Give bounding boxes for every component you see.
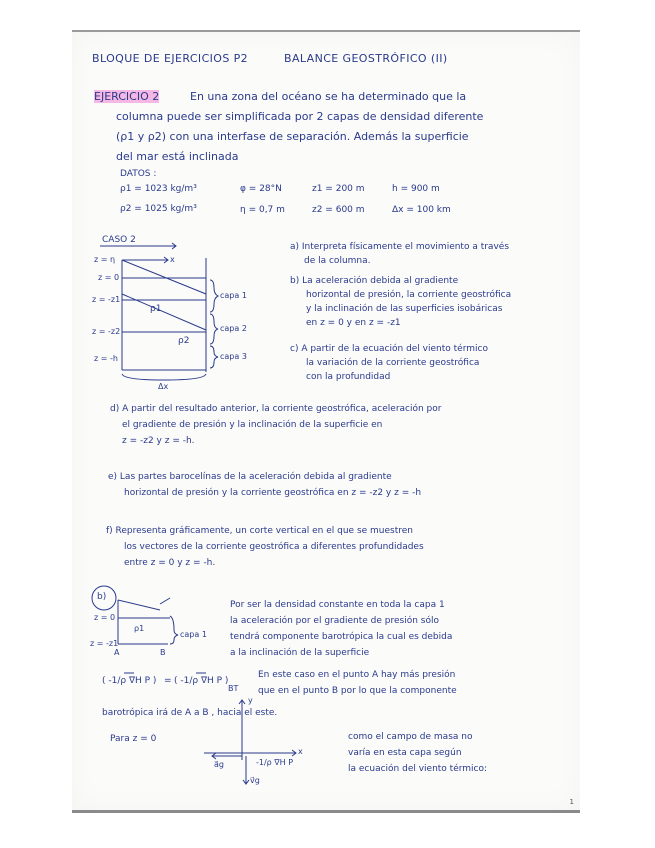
answer-b-continuation: barotrópica irá de A a B , hacia el este. [102,708,278,718]
caso-label: CASO 2 [102,235,136,245]
sketch-point-b: B [160,648,166,657]
level-z2: z = -z2 [92,327,121,336]
statement-line-2: columna puede ser simplificada por 2 capas de densidad diferente [116,110,484,123]
level-z1: z = -z1 [92,295,121,304]
equation-rhs: ( -1/ρ ∇H P ) [174,676,229,686]
level-h: z = -h [94,354,118,363]
statement-line-1: En una zona del océano se ha determinado que la [190,90,467,103]
statement-line-3: (ρ1 y ρ2) con una interfase de separación. Además la superficie [116,130,469,143]
data-z2: z2 = 600 m [312,205,365,215]
data-dx: Δx = 100 km [392,205,451,215]
page-number: 1 [569,798,574,806]
sketch-point-a: A [114,648,120,657]
question-d-2: el gradiente de presión y la inclinación de la superficie en [122,420,383,430]
vg-vector-label: v⃗g [250,776,260,785]
x-axis-label: x [170,255,175,264]
equation-equals: = [164,676,172,686]
note-line-2: varía en esta capa según [348,748,462,758]
notebook-page [72,30,580,813]
axis-y-label: y [248,696,253,705]
question-d-1: d) A partir del resultado anterior, la corriente geostrófica, aceleración por [110,404,442,414]
question-f-3: entre z = 0 y z = -h. [124,558,216,568]
answer-b-text-1: Por ser la densidad constante en toda la capa 1 [230,600,445,610]
sketch-capa: capa 1 [180,630,207,639]
question-f-2: los vectores de la corriente geostrófica a diferentes profundidades [124,542,424,552]
exercise-title: EJERCICIO 2 [94,90,160,103]
layer-rho2: ρ2 [178,336,190,346]
question-d-3: z = -z2 y z = -h. [122,436,195,446]
question-e-1: e) Las partes barocelínas de la aceleración debida al gradiente [108,472,392,482]
answer-b-text-4: a la inclinación de la superficie [230,648,370,658]
axis-x-label: x [298,747,303,756]
note-line-3: la ecuación del viento térmico: [348,764,488,774]
question-c-1: c) A partir de la ecuación del viento térmico [290,344,488,354]
data-h: h = 900 m [392,184,440,194]
data-label: DATOS : [120,169,157,179]
capa-1: capa 1 [220,291,247,300]
note-line-1: como el campo de masa no [348,732,473,742]
answer-b-eq-text-1: En este caso en el punto A hay más presión [258,670,456,680]
question-a-1: a) Interpreta físicamente el movimiento a través [290,242,510,252]
question-c-3: con la profundidad [306,372,391,382]
capa-3: capa 3 [220,352,247,361]
layer-rho1: ρ1 [150,304,162,314]
data-phi: φ = 28°N [240,184,282,194]
answer-b-text-2: la aceleración por el gradiente de presión sólo [230,616,439,626]
question-a-2: de la columna. [304,256,371,266]
data-eta: η = 0,7 m [240,205,285,215]
question-c-2: la variación de la corriente geostrófica [306,358,480,368]
answer-b-circle: b) [97,592,107,602]
data-rho2: ρ2 = 1025 kg/m³ [120,204,197,214]
answer-b-eq-text-2: que en el punto B por lo que la componente [258,686,457,696]
question-f-1: f) Representa gráficamente, un corte vertical en el que se muestren [106,526,414,536]
data-z1: z1 = 200 m [312,184,365,194]
sketch-level-z1: z = -z1 [90,639,119,648]
question-b-1: b) La aceleración debida al gradiente [290,276,459,286]
statement-line-4: del mar está inclinada [116,150,239,163]
question-e-2: horizontal de presión y la corriente geostrófica en z = -z2 y z = -h [124,488,422,498]
dx-label: Δx [158,382,169,391]
sketch-rho1: ρ1 [134,624,145,633]
question-b-3: y la inclinación de las superficies isobáricas [306,304,503,314]
ag-vector-label: a⃗g [214,760,224,769]
para-z0-label: Para z = 0 [110,734,157,744]
question-b-4: en z = 0 y en z = -z1 [306,318,401,328]
question-b-2: horizontal de presión, la corriente geostrófica [306,290,512,300]
level-zero: z = 0 [98,273,120,282]
answer-b-text-3: tendrá componente barotrópica la cual es debida [230,632,453,642]
header-left: BLOQUE DE EJERCICIOS P2 [92,52,249,65]
sketch-level-0: z = 0 [94,613,116,622]
equation-subscript: BT [228,684,239,693]
equation-lhs: ( -1/ρ ∇H P ) [102,676,157,686]
pressure-gradient-label: -1/ρ ∇H P [256,758,294,767]
header-right: BALANCE GEOSTRÓFICO (II) [284,52,448,65]
data-rho1: ρ1 = 1023 kg/m³ [120,184,197,194]
level-eta: z = η [94,255,116,264]
capa-2: capa 2 [220,324,247,333]
